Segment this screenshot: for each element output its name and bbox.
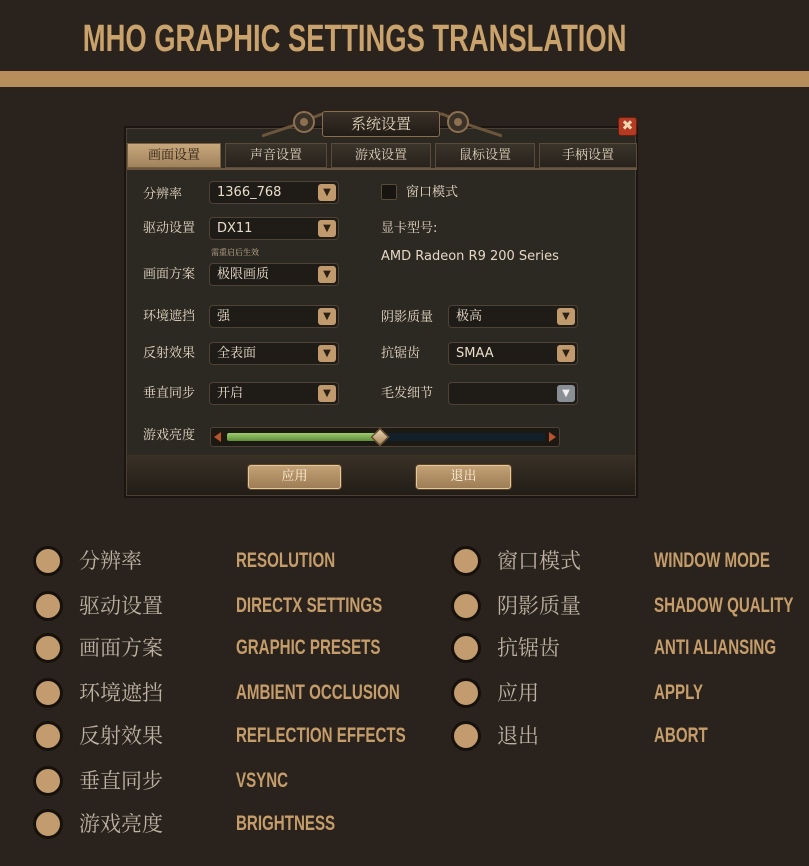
shadow-quality-select[interactable]: [448, 305, 578, 328]
legend-en: GRAPHIC PRESETS: [236, 636, 381, 659]
ambient-occlusion-label: 环境遮挡: [143, 309, 196, 324]
brightness-fill: [227, 433, 380, 441]
legend-en: ANTI ALIANSING: [654, 636, 777, 659]
preset-label: 画面方案: [143, 267, 196, 282]
chevron-down-icon: ▼: [318, 308, 336, 325]
settings-tabs: [127, 143, 637, 169]
resolution-label: 分辨率: [143, 187, 183, 202]
legend-cn: 游戏亮度: [79, 812, 163, 836]
legend-cn: 阴影质量: [497, 594, 581, 618]
close-icon[interactable]: ✖: [618, 117, 637, 136]
legend-en: APPLY: [654, 681, 704, 704]
arrow-left-icon: [214, 432, 221, 442]
chevron-down-icon: ▼: [557, 385, 575, 402]
legend-cn: 环境遮挡: [79, 681, 163, 705]
bullet-icon: [33, 546, 63, 576]
legend-cn: 反射效果: [79, 724, 163, 748]
window-mode-label: 窗口模式: [406, 185, 459, 200]
resolution-select[interactable]: [209, 181, 339, 204]
preset-value: 极限画质: [217, 267, 270, 282]
page-title: MHO GRAPHIC SETTINGS TRANSLATION: [82, 18, 627, 60]
driver-value: DX11: [217, 221, 253, 236]
reflection-label: 反射效果: [143, 346, 196, 361]
reflection-select[interactable]: [209, 342, 339, 365]
driver-select[interactable]: [209, 217, 339, 240]
legend-cn: 分辨率: [79, 549, 142, 573]
shadow-quality-label: 阴影质量: [381, 310, 434, 325]
tab-graphics[interactable]: 画面设置: [127, 143, 221, 168]
preset-select[interactable]: [209, 263, 339, 286]
chevron-down-icon: ▼: [318, 220, 336, 237]
legend-en: BRIGHTNESS: [236, 812, 336, 835]
tab-gamepad[interactable]: 手柄设置: [539, 143, 637, 168]
dialog-footer: [127, 455, 635, 495]
resolution-value: 1366_768: [217, 185, 282, 200]
legend-cn: 驱动设置: [79, 594, 163, 618]
bullet-icon: [451, 591, 481, 621]
legend-en: VSYNC: [236, 769, 289, 792]
brightness-track-rest: [380, 433, 545, 441]
chevron-down-icon: ▼: [318, 345, 336, 362]
legend-cn: 应用: [497, 681, 539, 705]
tab-divider: [127, 168, 637, 170]
restart-note: 需重启后生效: [211, 248, 259, 257]
bullet-icon: [33, 633, 63, 663]
hair-detail-select[interactable]: [448, 382, 578, 405]
legend-cn: 垂直同步: [79, 769, 163, 793]
apply-button[interactable]: 应用: [247, 464, 342, 490]
chevron-down-icon: ▼: [557, 345, 575, 362]
gpu-label: 显卡型号:: [381, 221, 438, 236]
legend-en: AMBIENT OCCLUSION: [236, 681, 400, 704]
header-divider: [0, 71, 809, 87]
vsync-label: 垂直同步: [143, 386, 196, 401]
brightness-slider[interactable]: [210, 427, 560, 447]
legend-cn: 窗口模式: [497, 549, 581, 573]
legend-en: REFLECTION EFFECTS: [236, 724, 406, 747]
bullet-icon: [451, 678, 481, 708]
legend-en: SHADOW QUALITY: [654, 594, 794, 617]
legend-cn: 退出: [497, 724, 539, 748]
bullet-icon: [33, 809, 63, 839]
dialog-title: 系统设置: [322, 111, 440, 137]
bullet-icon: [33, 678, 63, 708]
reflection-value: 全表面: [217, 346, 257, 361]
legend-en: WINDOW MODE: [654, 549, 770, 572]
tab-game[interactable]: 游戏设置: [331, 143, 431, 168]
bullet-icon: [33, 591, 63, 621]
legend-cn: 画面方案: [79, 636, 163, 660]
tab-sound[interactable]: 声音设置: [225, 143, 327, 168]
bullet-icon: [451, 633, 481, 663]
chevron-down-icon: ▼: [318, 184, 336, 201]
legend-en: DIRECTX SETTINGS: [236, 594, 383, 617]
anti-aliasing-select[interactable]: [448, 342, 578, 365]
bullet-icon: [451, 721, 481, 751]
anti-aliasing-value: SMAA: [456, 346, 494, 361]
slider-thumb[interactable]: [370, 427, 389, 446]
exit-button[interactable]: 退出: [415, 464, 512, 490]
legend-en: ABORT: [654, 724, 708, 747]
driver-label: 驱动设置: [143, 221, 196, 236]
ambient-occlusion-value: 强: [217, 309, 231, 324]
chevron-down-icon: ▼: [318, 385, 336, 402]
arrow-right-icon: [549, 432, 556, 442]
window-mode-checkbox[interactable]: [381, 184, 397, 200]
chevron-down-icon: ▼: [318, 266, 336, 283]
shadow-quality-value: 极高: [456, 309, 483, 324]
bullet-icon: [33, 766, 63, 796]
chevron-down-icon: ▼: [557, 308, 575, 325]
hair-detail-label: 毛发细节: [381, 386, 434, 401]
legend-en: RESOLUTION: [236, 549, 336, 572]
bullet-icon: [33, 721, 63, 751]
tab-mouse[interactable]: 鼠标设置: [435, 143, 535, 168]
brightness-label: 游戏亮度: [143, 428, 196, 443]
bullet-icon: [451, 546, 481, 576]
vsync-value: 开启: [217, 386, 244, 401]
vsync-select[interactable]: [209, 382, 339, 405]
ambient-occlusion-select[interactable]: [209, 305, 339, 328]
gpu-value: AMD Radeon R9 200 Series: [381, 249, 559, 264]
legend-cn: 抗锯齿: [497, 636, 560, 660]
anti-aliasing-label: 抗锯齿: [381, 346, 421, 361]
